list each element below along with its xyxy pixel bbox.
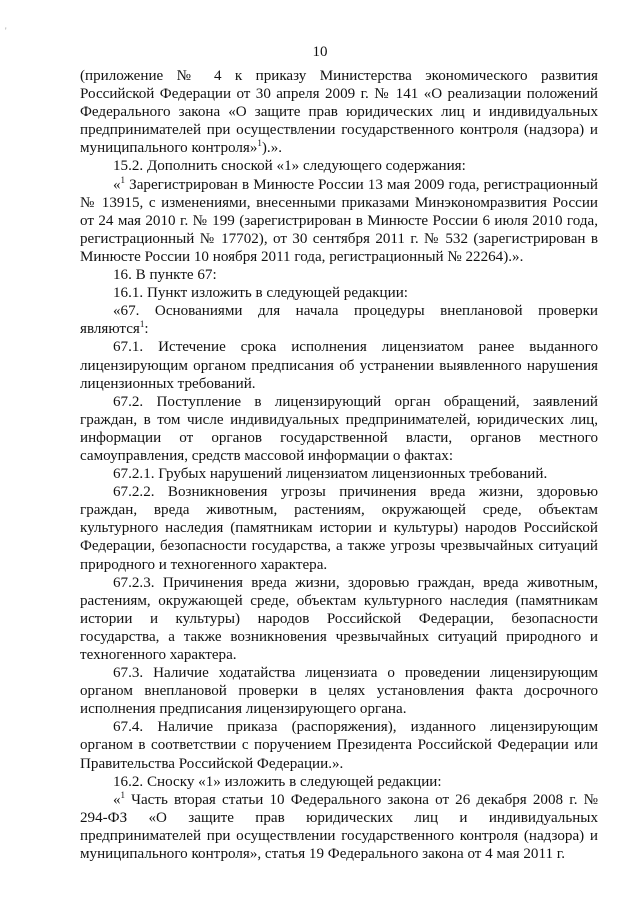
paragraph-p8: 67.2.1. Грубых нарушений лицензиатом лицензионных требований.: [113, 466, 548, 483]
page-number: 10: [312, 44, 328, 60]
paragraph-p11: 67.3. Наличие ходатайства лицензиата о проведении лицензирующим органом внеплановой проверки в целях установления факта досрочного исполнения предписания лицензирующего органа.: [80, 665, 598, 718]
paragraph-p5: «67. Основаниями для начала процедуры внеплановой проверки являются$^1$:: [80, 303, 598, 338]
paragraph-p7: 67.2. Поступление в лицензирующий орган обращений, заявлений граждан, в том числе индивидуальных предпринимателей, юридических лиц, информации от органов государственной власти, органов местного самоуправления, средств массовой информации о фактах:: [80, 393, 598, 464]
paragraph-p12: 67.4. Наличие приказа (распоряжения), изданного лицензирующим органом в соответствии с поручением Президента Российской Федерации или Правительства Российской Федерации.».: [80, 719, 598, 772]
paragraph-p10: 67.2.3. Причинения вреда жизни, здоровью граждан, вреда животным, растениям, окружающей среде, объектам культурного наследия (памятникам истории и культуры) народов Российской Федерации, безопасности государства, а также возникновения чрезвычайных ситуаций природного и техногенного характера.: [80, 574, 598, 663]
paragraph-p0: (приложение № 4 к приказу Министерства экономического развития Российской Федерации от 30 апреля 2009 г. № 141 «О реализации положений Федерального закона «О защите прав юридических лиц и индивидуальных предпринимателей при осуществлении государственного контроля (надзора) и муниципального контроля»$^1$).».: [80, 68, 598, 157]
paragraph-p2: «$^1$ Зарегистрирован в Минюсте России 13 мая 2009 года, регистрационный № 13915, с изменениями, внесенными приказами Минэкономразвития России от 24 мая 2010 г. № 199 (зарегистрирован в Минюсте России 6 июля 2010 года, регистрационный № 17702), от 30 сентября 2011 г. № 532 (зарегистрирован в Минюсте России 10 ноября 2011 года, регистрационный № 22264).».: [80, 174, 598, 265]
scan-mark: ': [5, 26, 7, 36]
paragraph-p6: 67.1. Истечение срока исполнения лицензиатом ранее выданного лицензирующим органом предписания об устранении выявленного нарушения лицензионных требований.: [80, 339, 598, 392]
paragraph-p13: 16.2. Сноску «1» изложить в следующей редакции:: [113, 773, 442, 790]
paragraph-p14: «$^1$ Часть вторая статьи 10 Федерального закона от 26 декабря 2008 г. № 294-ФЗ «О защите прав юридических лиц и индивидуальных предпринимателей при осуществлении государственного контроля (надзора) и муниципального контроля», статья 19 Федерального закона от 4 мая 2011 г.: [80, 789, 598, 863]
body-text: [80, 67, 598, 863]
paragraph-p3: 16. В пункте 67:: [113, 267, 217, 284]
paragraph-p9: 67.2.2. Возникновения угрозы причинения вреда жизни, здоровью граждан, вреда животным, растениям, окружающей среде, объектам культурного наследия (памятникам истории и культуры) народов Российской Федерации, безопасности государства, а также угрозы чрезвычайных ситуаций природного и техногенного характера.: [80, 484, 598, 573]
paragraph-p4: 16.1. Пункт изложить в следующей редакции:: [113, 285, 408, 302]
paragraph-p1: 15.2. Дополнить сноской «1» следующего содержания:: [113, 158, 466, 175]
